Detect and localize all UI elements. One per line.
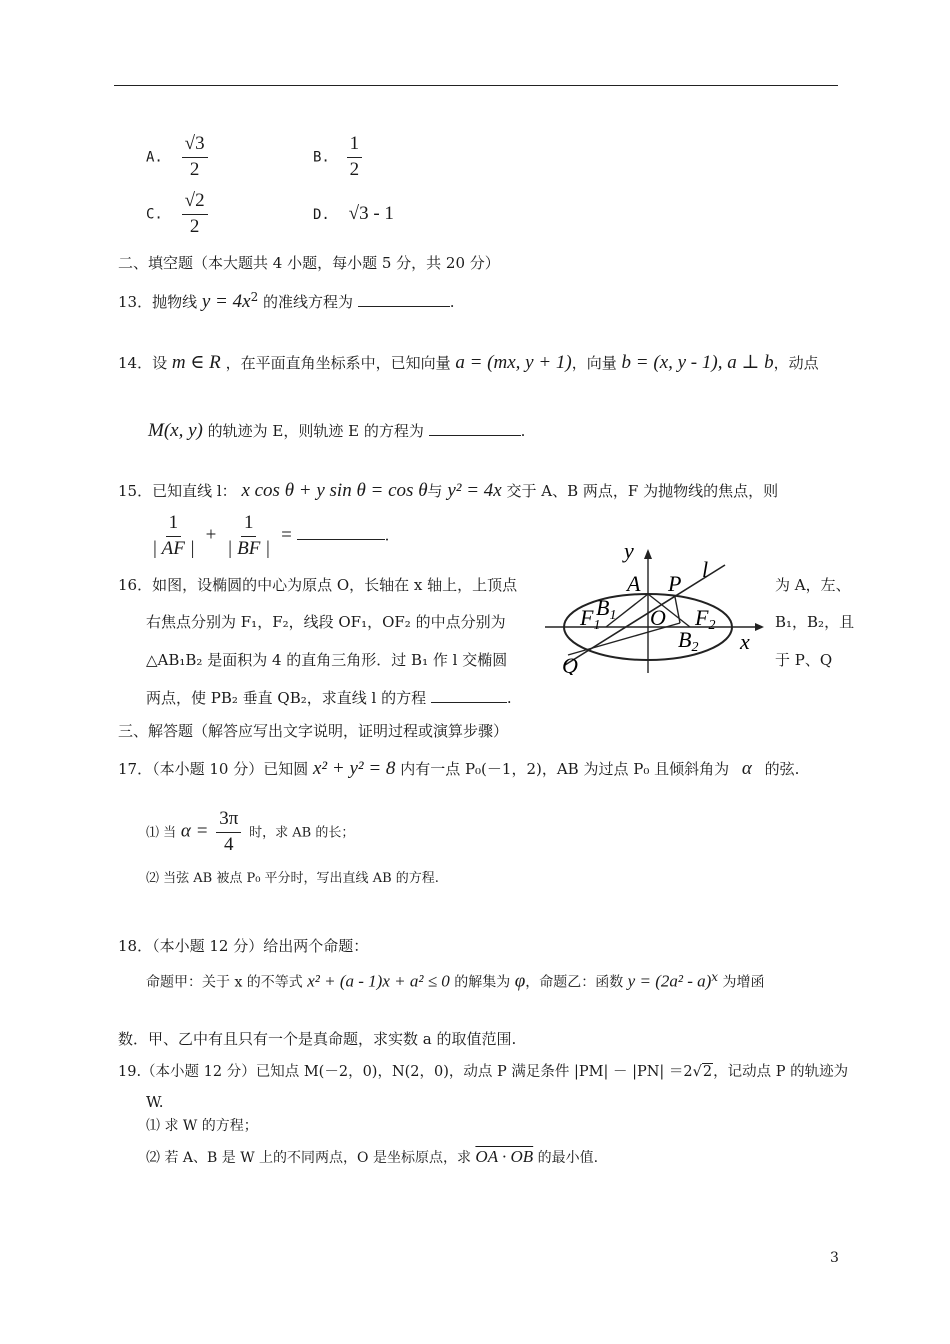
question-18-head: 18．（本小题 12 分）给出两个命题：	[118, 937, 369, 955]
option-a-fraction: $\frac{√3}{2}$	[182, 133, 208, 182]
label-o: O	[650, 605, 666, 630]
answer-blank[interactable]	[358, 306, 450, 307]
x-axis-arrow	[755, 623, 764, 631]
option-b: B. $\frac{1}{2}$	[313, 133, 365, 182]
option-d: D. √3 - 1	[313, 203, 394, 224]
label-a: A	[627, 571, 641, 596]
header-rule	[114, 85, 838, 86]
question-15-line2: $\frac{1}{| AF |}$ + $\frac{1}{| BF |}$ = .	[146, 512, 389, 561]
question-19-part2: ⑵ 若 A、B 是 W 上的不同两点，O 是坐标原点，求 OA · OB 的最小值.	[146, 1147, 599, 1166]
option-a: A. $\frac{√3}{2}$	[146, 133, 211, 182]
option-c-fraction: $\frac{√2}{2}$	[182, 190, 208, 239]
question-17: 17．（本小题 10 分）已知圆 x² + y² = 8 内有一点 P₀(－1，2)，AB 为过点 P₀ 且倾斜角为 α 的弦.	[118, 758, 800, 779]
question-17-part1: ⑴ 当 α = $\frac{3\pi}{4}$ 时，求 AB 的长；	[146, 808, 355, 855]
question-19-line2: W.	[146, 1093, 164, 1111]
question-18-line2: 数．甲、乙中有且只有一个是真命题，求实数 a 的取值范围.	[118, 1030, 517, 1048]
label-y: y	[624, 545, 634, 563]
question-13: 13．抛物线 $y = 4x^2$ 的准线方程为 .	[118, 290, 455, 312]
question-16-line2-right: B₁，B₂，且	[775, 613, 855, 631]
fraction-bf: $\frac{1}{| BF |}$	[227, 512, 271, 559]
label-x: x	[740, 629, 750, 654]
question-16-line4: 两点，使 PB₂ 垂直 QB₂，求直线 l 的方程 .	[146, 689, 512, 707]
label-f2: F2	[695, 605, 716, 633]
label-l: l	[702, 557, 709, 582]
question-16-line2: 右焦点分别为 F₁，F₂，线段 OF₁，OF₂ 的中点分别为	[146, 613, 506, 631]
section2-title: 二、填空题（本大题共 4 小题，每小题 5 分，共 20 分）	[118, 254, 500, 272]
fraction-3pi-4: $\frac{3\pi}{4}$	[216, 808, 241, 857]
ellipse-figure	[540, 545, 765, 675]
question-16-line1: 16．如图，设椭圆的中心为原点 O，长轴在 x 轴上，上顶点	[118, 576, 518, 594]
section3-title: 三、解答题（解答应写出文字说明，证明过程或演算步骤）	[118, 722, 509, 740]
answer-blank[interactable]	[429, 435, 521, 436]
option-c: C. $\frac{√2}{2}$	[146, 190, 211, 239]
answer-blank[interactable]	[431, 702, 507, 703]
question-17-part2: ⑵ 当弦 AB 被点 P₀ 平分时，写出直线 AB 的方程.	[146, 871, 439, 886]
page-number: 3	[830, 1250, 839, 1266]
segment-p-b2	[675, 597, 680, 623]
fraction-af: $\frac{1}{| AF |}$	[152, 512, 195, 559]
label-b1: B1	[596, 595, 617, 623]
question-15: 15．已知直线 l： x cos θ + y sin θ = cos θ与 y² = 4x 交于 A、B 两点，F 为抛物线的焦点，则	[118, 480, 779, 501]
y-axis-arrow	[644, 549, 652, 559]
question-19-line1: 19.（本小题 12 分）已知点 M(－2，0)，N(2，0)，动点 P 满足条件 |PM| － |PN| ＝2√2，记动点 P 的轨迹为	[118, 1064, 849, 1080]
question-16-line1-right: 为 A，左、	[775, 576, 851, 594]
label-f1: F1	[580, 605, 601, 633]
question-16-line3-right: 于 P、Q	[775, 651, 833, 669]
question-16-line3: △AB₁B₂ 是面积为 4 的直角三角形．过 B₁ 作 l 交椭圆	[146, 651, 508, 669]
answer-blank[interactable]	[297, 539, 385, 540]
label-p: P	[668, 571, 682, 596]
option-b-fraction: $\frac{1}{2}$	[347, 133, 363, 182]
label-q: Q	[562, 653, 578, 675]
question-14: 14．设 m ∈ R ，在平面直角坐标系中，已知向量 a = (mx, y + 1)，向量 b = (x, y - 1), a ⊥ b，动点	[118, 352, 819, 373]
question-14-line2: M(x, y) 的轨迹为 E，则轨迹 E 的方程为 .	[148, 420, 526, 441]
label-b2: B2	[678, 627, 699, 655]
question-18-line1: 命题甲：关于 x 的不等式 x² + (a - 1)x + a² ≤ 0 的解集为 φ，命题乙：函数 y = (2a² - a)x 为增函	[146, 970, 765, 992]
question-19-part1: ⑴ 求 W 的方程；	[146, 1118, 258, 1134]
